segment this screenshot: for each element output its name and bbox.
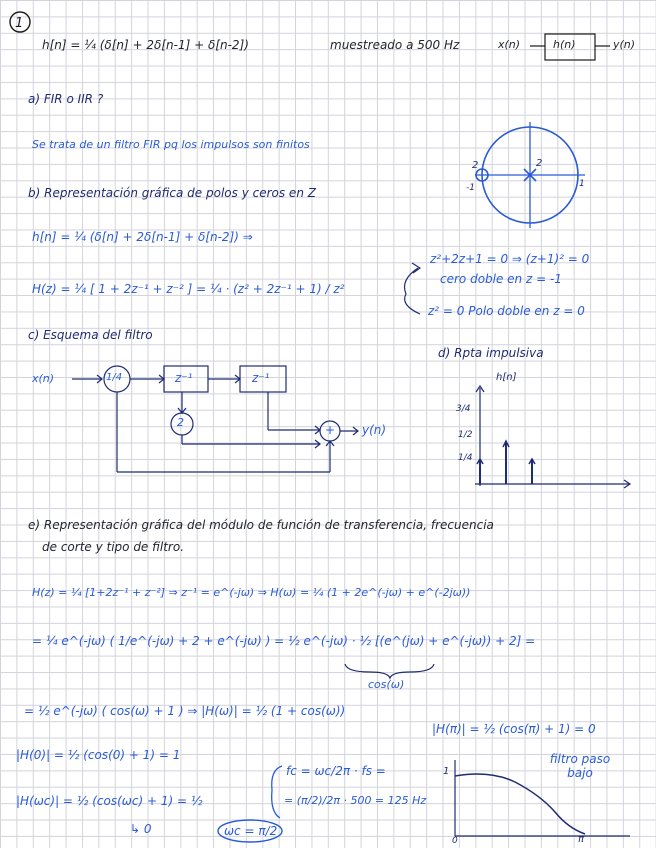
magnitude-x-zero: 0 bbox=[452, 836, 458, 846]
magnitude-x-pi: π bbox=[578, 834, 585, 845]
split-arrows bbox=[405, 263, 421, 314]
tick-minus-one: -1 bbox=[466, 183, 475, 193]
impulse-response-definition: h[n] = ¼ (δ[n] + 2δ[n-1] + δ[n-2]) bbox=[42, 38, 249, 52]
system-box-label: h(n) bbox=[553, 38, 576, 51]
delay-2-label: z⁻¹ bbox=[252, 371, 270, 385]
filter-type-label: filtro paso bajo bbox=[549, 752, 611, 780]
gain-two-label: 2 bbox=[177, 416, 184, 429]
diagram-output-label: y(n) bbox=[362, 423, 387, 437]
zeros-note: cero doble en z = -1 bbox=[440, 272, 562, 286]
part-b-question: b) Representación gráfica de polos y ceros en Z bbox=[28, 186, 316, 200]
cos-brace-label: cos(ω) bbox=[368, 678, 405, 691]
system-input-label: x(n) bbox=[498, 38, 521, 51]
sampling-note: muestreado a 500 Hz bbox=[330, 38, 460, 52]
magnitude-at-cutoff: |H(ωc)| = ½ (cos(ωc) + 1) = ½ bbox=[16, 794, 203, 808]
part-e-line2: = ¼ e^(-jω) ( 1/e^(-jω) + 2 + e^(-jω) ) = ½ e^(-jω) · ½ [(e^(jω) + e^(-jω)) + 2] = bbox=[32, 634, 536, 648]
part-a-question: a) FIR o IIR ? bbox=[28, 92, 104, 106]
part-d-title: d) Rpta impulsiva bbox=[438, 346, 544, 360]
delay-1-label: z⁻¹ bbox=[175, 371, 193, 385]
part-e-title-line1: e) Representación gráfica del módulo de función de transferencia, frecuencia bbox=[28, 518, 494, 532]
part-a-answer: Se trata de un filtro FIR pq los impulsos son finitos bbox=[32, 138, 310, 151]
sum-symbol: + bbox=[325, 423, 336, 437]
magnitude-at-pi: |H(π)| = ½ (cos(π) + 1) = 0 bbox=[432, 722, 596, 736]
part-c-title: c) Esquema del filtro bbox=[28, 328, 153, 342]
problem-number: 1 bbox=[15, 16, 24, 31]
system-output-label: y(n) bbox=[613, 38, 636, 51]
diagram-input-label: x(n) bbox=[32, 372, 55, 385]
cutoff-arrow-zero: ↳ 0 bbox=[130, 822, 152, 836]
gain-quarter-label: 1/4 bbox=[106, 372, 123, 383]
impulse-response-graph bbox=[475, 386, 630, 488]
fc-bracket bbox=[272, 766, 282, 818]
tick-plus-one: 1 bbox=[579, 179, 585, 189]
cutoff-value: ωc = π/2 bbox=[224, 824, 278, 838]
zero-multiplicity: 2 bbox=[472, 160, 479, 171]
impulse-axis-label: h[n] bbox=[496, 372, 517, 383]
cos-brace bbox=[345, 664, 434, 678]
impulse-tick-3-4: 3/4 bbox=[456, 404, 471, 414]
magnitude-curve bbox=[455, 774, 585, 834]
impulse-tick-1-4: 1/4 bbox=[458, 453, 473, 463]
zeros-equation: z²+2z+1 = 0 ⇒ (z+1)² = 0 bbox=[430, 252, 590, 266]
part-b-eq1: h[n] = ¼ (δ[n] + 2δ[n-1] + δ[n-2]) ⇒ bbox=[32, 230, 253, 244]
part-e-line3: = ½ e^(-jω) ( cos(ω) + 1 ) ⇒ |H(ω)| = ½ (1 + cos(ω)) bbox=[24, 704, 346, 718]
magnitude-y-tick: 1 bbox=[443, 766, 450, 777]
part-e-line1: H(z) = ¼ [1+2z⁻¹ + z⁻²] ⇒ z⁻¹ = e^(-jω) ⇒ H(ω) = ¼ (1 + 2e^(-jω) + e^(-2jω)) bbox=[32, 586, 471, 599]
poles-equation: z² = 0 Polo doble en z = 0 bbox=[428, 304, 585, 318]
pole-multiplicity: 2 bbox=[536, 158, 543, 169]
part-b-eq2: H(z) = ¼ [ 1 + 2z⁻¹ + z⁻² ] = ¼ · (z² + 2z⁻¹ + 1) / z² bbox=[32, 282, 345, 296]
cutoff-frequency-line1: fc = ωc/2π · fs = bbox=[286, 764, 386, 778]
impulse-tick-1-2: 1/2 bbox=[458, 430, 473, 440]
part-e-title-line2: de corte y tipo de filtro. bbox=[42, 540, 185, 554]
magnitude-at-zero: |H(0)| = ½ (cos(0) + 1) = 1 bbox=[16, 748, 181, 762]
cutoff-frequency-line2: = (π/2)/2π · 500 = 125 Hz bbox=[284, 794, 427, 807]
pole-zero-plot bbox=[466, 122, 585, 228]
